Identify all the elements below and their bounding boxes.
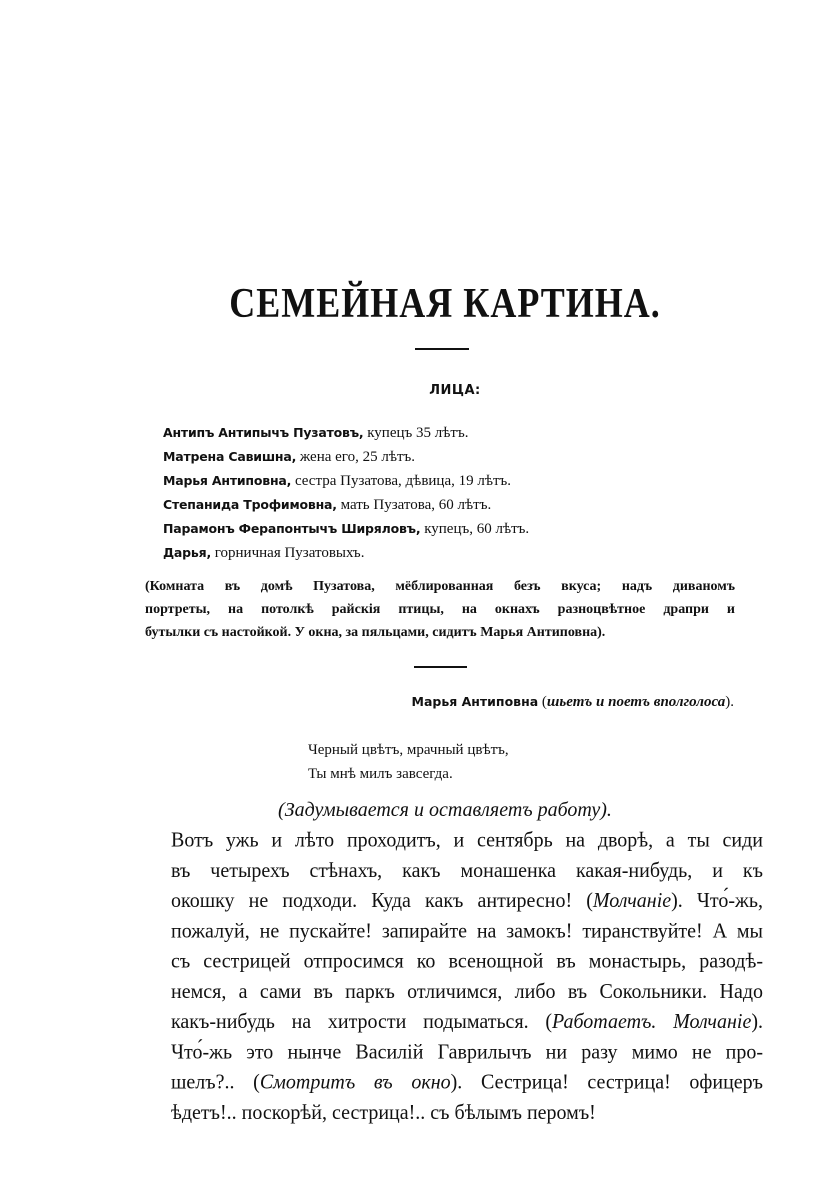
stage-direction bbox=[145, 575, 735, 644]
monologue-direction: Молчаніе bbox=[592, 888, 672, 913]
monologue-line: съ сестрицей отпросимся ко всенощной въ монастырь, разодѣ- bbox=[171, 949, 763, 973]
monologue-direction: Смотритъ въ окно bbox=[259, 1070, 451, 1094]
monologue-line: ѣдетъ!.. поскорѣй, сестрица!.. съ бѣлымъ перомъ! bbox=[171, 1100, 596, 1125]
song-verse bbox=[308, 738, 509, 786]
cast-member bbox=[163, 445, 529, 469]
cast-member-desc: жена его, 25 лѣтъ. bbox=[296, 449, 416, 465]
scene-divider bbox=[414, 666, 467, 668]
monologue-line: пожалуй, не пускайте! запирайте на замокъ! тиранствуйте! А мы bbox=[171, 918, 763, 943]
paren-close: ). bbox=[725, 694, 734, 710]
title-divider bbox=[415, 348, 469, 350]
monologue-line: немся, а сами въ паркъ отличимся, либо въ Сокольники. Надо bbox=[171, 979, 763, 1004]
cast-member-desc: горничная Пузатовыхъ. bbox=[211, 545, 365, 561]
stage-direction-line: (Комната въ домѣ Пузатова, мёблированная безъ вкуса; надъ диваномъ bbox=[145, 579, 735, 594]
cast-member-name: Антипъ Антипычъ Пузатовъ, bbox=[163, 425, 364, 440]
monologue-text: ). bbox=[751, 1009, 764, 1034]
paren-open: ( bbox=[278, 799, 285, 821]
cast-member bbox=[163, 493, 529, 517]
cast-member-desc: купецъ 35 лѣтъ. bbox=[363, 425, 469, 441]
monologue-text: какъ-нибудь на хитрости подыматься. ( bbox=[171, 1009, 553, 1034]
monologue-line: въ четырехъ стѣнахъ, какъ монашенка какая-нибудь, и къ bbox=[171, 858, 763, 883]
monologue-line: Что́-жь это нынче Василій Гаврилычъ ни разу мимо не про- bbox=[171, 1039, 763, 1064]
cast-member-desc: мать Пузатова, 60 лѣтъ. bbox=[336, 497, 492, 513]
cast-member-name: Парамонъ Ферапонтычъ Ширяловъ, bbox=[163, 521, 421, 536]
cast-member-name: Матрена Савишна, bbox=[163, 449, 297, 464]
monologue bbox=[171, 825, 763, 1127]
cast-member bbox=[163, 517, 529, 541]
paren-close: ). bbox=[600, 799, 612, 821]
cast-member-name: Дарья, bbox=[163, 545, 211, 560]
cast-member bbox=[163, 541, 529, 565]
speaker-name: Марья Антиповна bbox=[411, 694, 539, 709]
stage-direction-line: портреты, на потолкѣ райскія птицы, на окнахъ разноцвѣтное драпри и bbox=[145, 602, 735, 617]
cast-member bbox=[163, 421, 529, 445]
monologue-direction: Работаетъ. Молчаніе bbox=[552, 1009, 752, 1034]
stage-direction-line: бутылки съ настойкой. У окна, за пяльцами, сидитъ Марья Антиповна). bbox=[145, 625, 606, 640]
monologue-line bbox=[171, 1067, 763, 1097]
song-line: Черный цвѣтъ, мрачный цвѣтъ, bbox=[308, 742, 509, 758]
cast-member-desc: сестра Пузатова, дѣвица, 19 лѣтъ. bbox=[291, 473, 512, 489]
cast-member-name: Степанида Трофимовна, bbox=[163, 497, 337, 512]
cast-member-name: Марья Антиповна, bbox=[163, 473, 292, 488]
monologue-line: Вотъ ужь и лѣто проходитъ, и сентябрь на дворѣ, а ты сиди bbox=[171, 828, 763, 852]
cast-heading: ЛИЦА: bbox=[429, 383, 481, 398]
cast-member bbox=[163, 469, 529, 493]
monologue-text: окошку не подходи. Куда какъ антиресно! ( bbox=[171, 888, 593, 913]
monologue-line bbox=[171, 1006, 763, 1036]
paren-open: ( bbox=[538, 694, 547, 710]
monologue-line bbox=[171, 885, 763, 915]
song-line: Ты мнѣ милъ завсегда. bbox=[308, 766, 453, 782]
monologue-text: ). Что́-жь, bbox=[671, 888, 763, 913]
aside-text: Задумывается и оставляетъ работу bbox=[284, 799, 601, 821]
speaker-direction: шьетъ и поетъ вполголоса bbox=[546, 694, 726, 710]
speaker-heading bbox=[412, 694, 734, 711]
monologue-text: ). Сестрица! сестрица! офицеръ bbox=[450, 1070, 763, 1094]
monologue-text: шелъ?.. ( bbox=[171, 1070, 260, 1094]
play-title: СЕМЕЙНАЯ КАРТИНА. bbox=[229, 279, 661, 327]
cast-member-desc: купецъ, 60 лѣтъ. bbox=[420, 521, 530, 537]
cast-list bbox=[163, 421, 529, 565]
stage-aside bbox=[150, 799, 740, 822]
